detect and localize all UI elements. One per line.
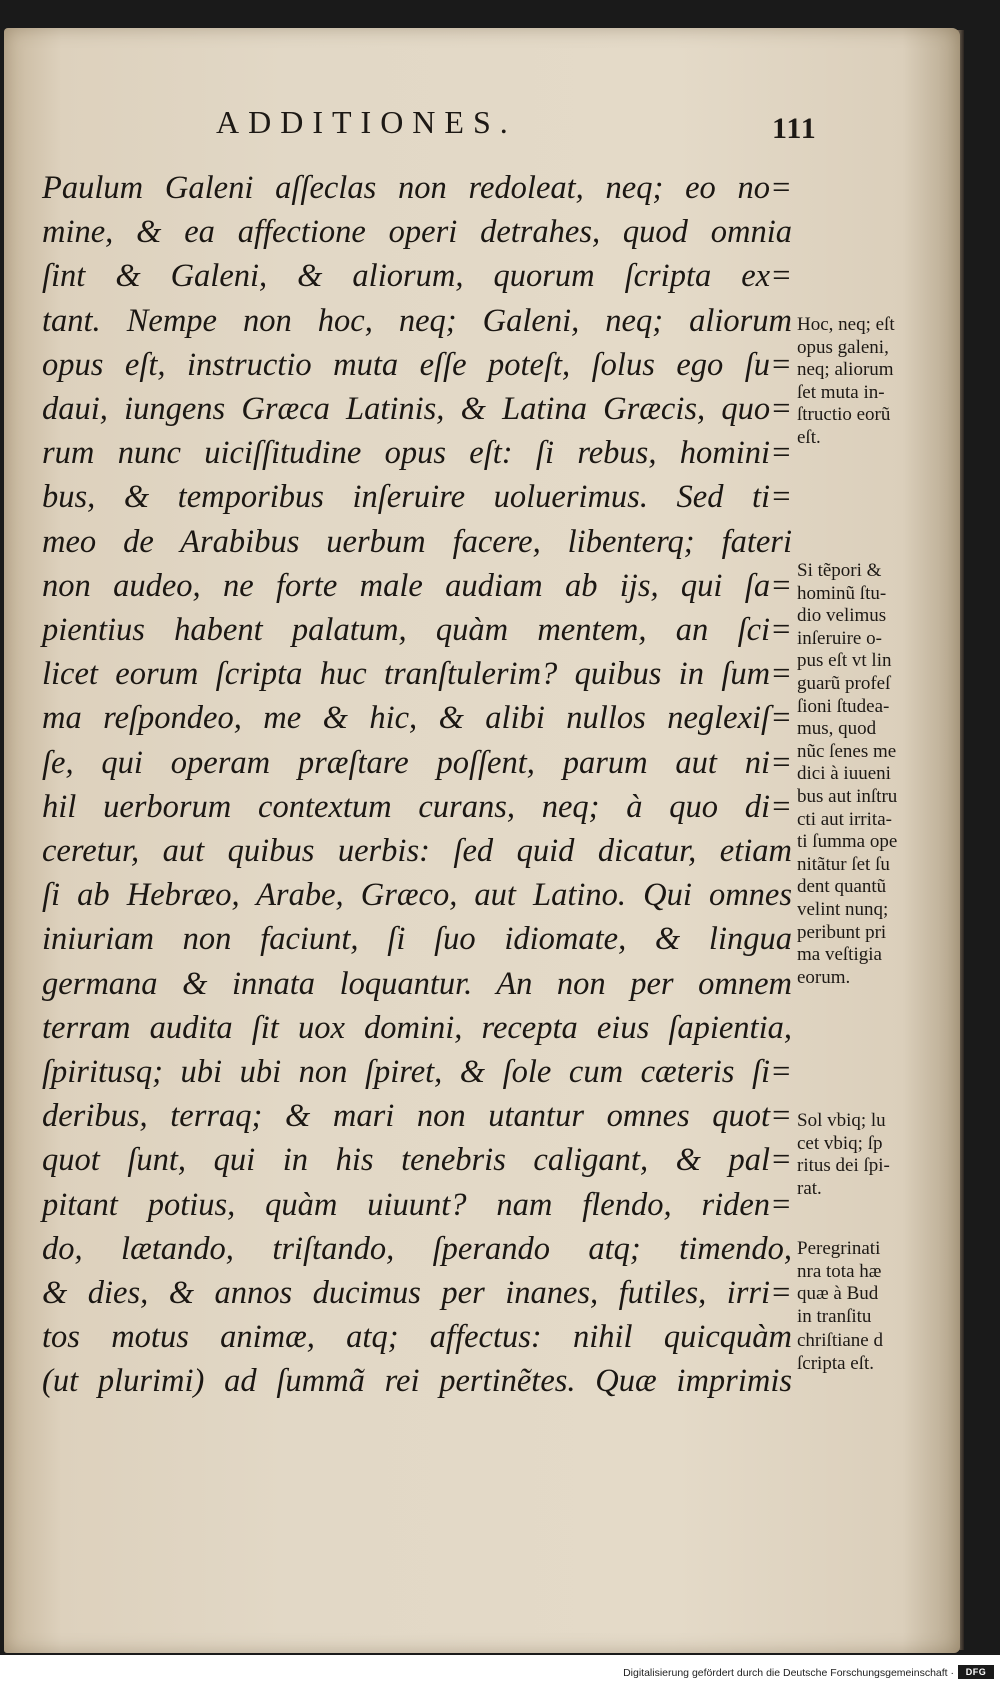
margin-note-line: cti aut irrita- — [797, 808, 892, 830]
margin-note-line: Hoc, neq; eſt — [797, 314, 895, 335]
text-line: germana & innata loquantur. An non per omnem — [42, 965, 792, 1002]
margin-note — [797, 1330, 947, 1375]
margin-note-line: hominũ ſtu- — [797, 582, 887, 604]
margin-note-line: ſet muta in- — [797, 381, 885, 403]
text-line: tos motus animæ, atq; affectus: nihil quicquàm — [42, 1319, 792, 1356]
text-line: iniuriam non faciunt, ſi ſuo idiomate, & lingua — [42, 921, 792, 958]
text-line: ceretur, aut quibus uerbis: ſed quid dicatur, etiam — [42, 833, 792, 870]
text-line: quot ſunt, qui in his tenebris caligant, & pal= — [42, 1142, 792, 1179]
text-line: deribus, terraq; & mari non utantur omnes quot= — [42, 1098, 792, 1135]
margin-note-line: in tranſitu — [797, 1305, 872, 1327]
margin-note-line: Peregrinati — [797, 1238, 881, 1259]
margin-note-line: guarũ profeſ — [797, 672, 891, 694]
margin-note — [797, 1238, 947, 1328]
text-line: non audeo, ne forte male audiam ab ijs, qui ſa= — [42, 567, 792, 604]
text-line: pitant potius, quàm uiuunt? nam flendo, riden= — [42, 1186, 792, 1223]
margin-note-line: velint nunq; — [797, 898, 889, 920]
margin-note-line: Sol vbiq; lu — [797, 1110, 886, 1131]
margin-note-line: cet vbiq; ſp — [797, 1132, 883, 1154]
text-line: pientius habent palatum, quàm mentem, an ſci= — [42, 612, 792, 649]
margin-note-line: ſioni ſtudea- — [797, 695, 890, 717]
margin-note-line: nũc ſenes me — [797, 740, 897, 762]
text-line: rum nunc uiciſſitudine opus eſt: ſi rebus, homini= — [42, 435, 792, 472]
margin-note — [797, 1110, 947, 1200]
page-number: 111 — [772, 112, 817, 145]
text-line: (ut plurimi) ad ſummã rei pertinẽtes. Quæ imprimis — [42, 1363, 792, 1400]
margin-note-line: Si tẽpori & — [797, 560, 882, 581]
text-line: licet eorum ſcripta huc tranſtulerim? quibus in ſum= — [42, 656, 792, 693]
margin-note-line: dici à iuueni — [797, 763, 891, 785]
margin-note-line: dio velimus — [797, 605, 887, 627]
text-line: ſpiritusq; ubi ubi non ſpiret, & ſole cum cæteris ſi= — [42, 1054, 792, 1091]
text-line: ſint & Galeni, & aliorum, quorum ſcripta ex= — [42, 258, 792, 295]
text-line: Paulum Galeni aſſeclas non redoleat, neq; eo no= — [42, 170, 792, 206]
margin-note-line: nitãtur ſet ſu — [797, 853, 890, 875]
body-text — [42, 166, 792, 1404]
text-line: ſi ab Hebræo, Arabe, Græco, aut Latino. Qui omnes — [42, 877, 792, 914]
margin-note — [797, 560, 947, 989]
margin-note-line: ſcripta eſt. — [797, 1352, 875, 1374]
text-line: daui, iungens Græca Latinis, & Latina Græcis, quo= — [42, 391, 792, 428]
margin-note-line: ritus dei ſpi- — [797, 1155, 890, 1177]
dfg-logo: DFG — [958, 1665, 994, 1679]
margin-note-line: dent quantũ — [797, 876, 887, 898]
margin-note-line: pus eſt vt lin — [797, 650, 892, 672]
text-line: opus eſt, instructio muta eſſe poteſt, ſolus ego ſu= — [42, 346, 792, 383]
margin-note-line: mus, quod — [797, 718, 877, 740]
margin-note-line: neq; aliorum — [797, 359, 894, 381]
margin-note-line: ſtructio eorũ — [797, 404, 891, 426]
margin-note-line: rat. — [797, 1177, 822, 1199]
text-line: mine, & ea affectione operi detrahes, quod omnia — [42, 214, 792, 251]
margin-note-line: bus aut inſtru — [797, 785, 898, 807]
margin-note-line: ma veſtigia — [797, 944, 882, 966]
text-line: ſe, qui operam præſtare poſſent, parum aut ni= — [42, 744, 792, 781]
text-line: ma reſpondeo, me & hic, & alibi nullos neglexiſ= — [42, 700, 792, 737]
margin-note-line: quæ à Bud — [797, 1283, 879, 1305]
text-line: do, lætando, triſtando, ſperando atq; timendo, — [42, 1230, 792, 1267]
margin-note-line: chriſtiane d — [797, 1330, 883, 1351]
margin-note-line: nra tota hæ — [797, 1260, 882, 1282]
digitization-credit: Digitalisierung gefördert durch die Deutsche Forschungsgemeinschaft · — [623, 1667, 954, 1679]
margin-note-line: peribunt pri — [797, 921, 887, 943]
margin-note-line: inſeruire o- — [797, 627, 882, 649]
margin-note-line: eorum. — [797, 966, 851, 988]
margin-note — [797, 314, 947, 450]
margin-note-line: ti ſumma ope — [797, 831, 898, 853]
running-head: ADDITIONES. — [216, 104, 517, 140]
text-line: meo de Arabibus uerbum facere, libenterq; fateri — [42, 523, 792, 560]
text-line: bus, & temporibus inſeruire uoluerimus. Sed ti= — [42, 479, 792, 516]
text-line: tant. Nempe non hoc, neq; Galeni, neq; aliorum — [42, 302, 792, 339]
text-line: terram audita ſit uox domini, recepta eius ſapientia, — [42, 1009, 792, 1046]
text-line: & dies, & annos ducimus per inanes, futiles, irri= — [42, 1275, 792, 1312]
margin-note-line: opus galeni, — [797, 336, 889, 358]
margin-note-line: eſt. — [797, 426, 821, 448]
text-line: hil uerborum contextum curans, neq; à quo di= — [42, 788, 792, 825]
